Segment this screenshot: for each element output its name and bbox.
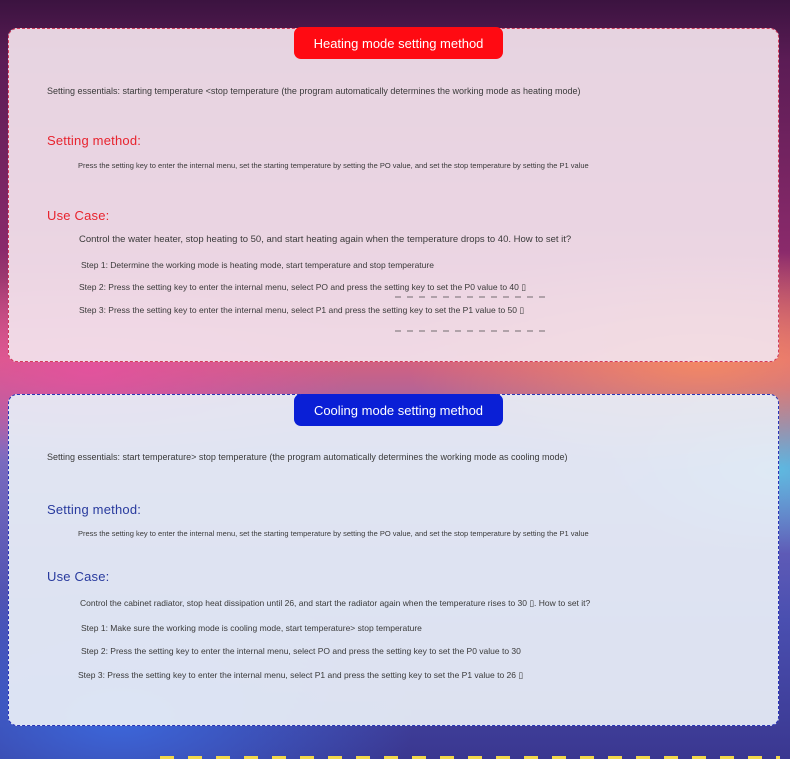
cooling-step-1: Step 1: Make sure the working mode is cooling mode, start temperature> stop temperature: [81, 623, 422, 633]
faint-text-marks: [395, 330, 545, 332]
cooling-step-2: Step 2: Press the setting key to enter the internal menu, select PO and press the setting key to set the P0 value to 30: [81, 646, 521, 656]
cooling-step-3: Step 3: Press the setting key to enter the internal menu, select P1 and press the setting key to set the P1 value to 26 ▯: [78, 670, 524, 680]
heating-step-1: Step 1: Determine the working mode is heating mode, start temperature and stop temperature: [81, 260, 434, 270]
faint-text-marks: [395, 296, 545, 298]
cooling-question: Control the cabinet radiator, stop heat dissipation until 26, and start the radiator again when the temperature rises to 30 ▯. How to set it?: [80, 598, 591, 608]
heating-use-case-heading: Use Case:: [47, 208, 110, 223]
heating-step-2: Step 2: Press the setting key to enter the internal menu, select PO and press the setting key to set the P0 value to 40 ▯: [79, 282, 526, 292]
cooling-essentials: Setting essentials: start temperature> stop temperature (the program automatically determines the working mode as cooling mode): [47, 452, 568, 462]
cooling-mode-title: Cooling mode setting method: [294, 394, 503, 426]
cooling-method-text: Press the setting key to enter the internal menu, set the starting temperature by setting the PO value, and set the stop temperature by setting the P1 value: [78, 529, 589, 538]
cooling-use-case-heading: Use Case:: [47, 569, 110, 584]
heating-method-text: Press the setting key to enter the internal menu, set the starting temperature by setting the PO value, and set the stop temperature by setting the P1 value: [78, 161, 589, 170]
heating-step-3: Step 3: Press the setting key to enter the internal menu, select P1 and press the setting key to set the P1 value to 50 ▯: [79, 305, 525, 315]
heating-question: Control the water heater, stop heating to 50, and start heating again when the temperature drops to 40. How to set it?: [79, 234, 572, 245]
cooling-method-heading: Setting method:: [47, 502, 142, 517]
heating-essentials: Setting essentials: starting temperature <stop temperature (the program automatically determines the working mode as heating mode): [47, 86, 581, 96]
heating-method-heading: Setting method:: [47, 133, 142, 148]
heating-mode-title: Heating mode setting method: [294, 27, 503, 59]
